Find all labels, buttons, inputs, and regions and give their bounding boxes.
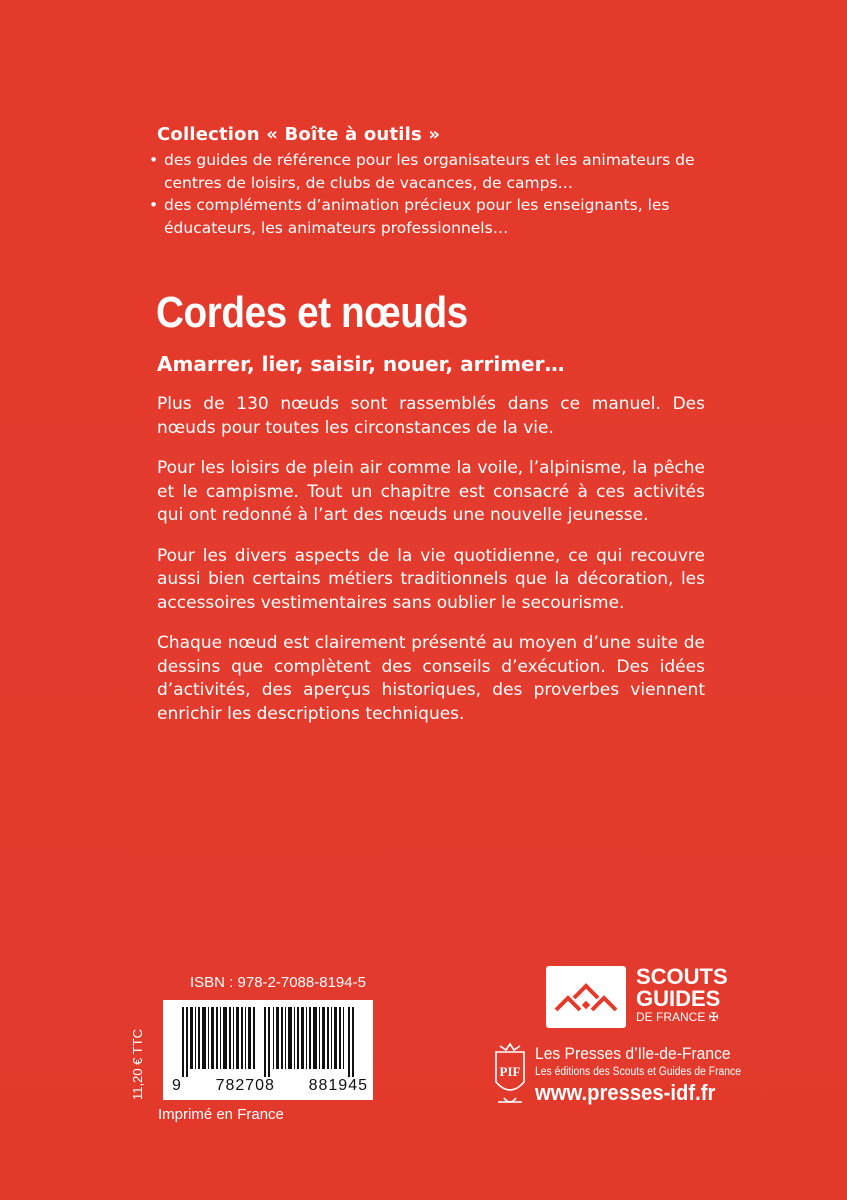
sgdf-line3: DE FRANCE ✠ — [636, 1010, 719, 1024]
collection-item-text: des compléments d’animation précieux pour les enseignants, les éducateurs, les animateurs professionnels… — [164, 196, 670, 237]
collection-block — [149, 124, 747, 239]
pidf-emblem-icon — [490, 1042, 530, 1110]
barcode-digit-group: 782708 — [215, 1077, 275, 1094]
isbn: ISBN : 978-2-7088-8194-5 — [190, 974, 366, 991]
scouts-guides-logo — [546, 966, 626, 1028]
collection-item — [148, 149, 747, 194]
barcode-bars — [174, 1007, 364, 1077]
book-title: Cordes et nœuds — [156, 288, 468, 337]
bullet: • — [149, 151, 159, 169]
description — [157, 393, 705, 743]
barcode-digit-group: 881945 — [308, 1077, 368, 1094]
collection-item — [148, 194, 747, 239]
publisher-name: Les Presses d’Ile-de-France — [535, 1044, 731, 1063]
printed-in: Imprimé en France — [158, 1106, 284, 1123]
pidf-emblem-text: PIF — [499, 1064, 521, 1079]
barcode-digits — [172, 1077, 368, 1095]
bullet: • — [149, 196, 159, 214]
collection-title: Collection « Boîte à outils » — [157, 124, 441, 145]
price: 11,20 € TTC — [130, 1028, 145, 1100]
description-paragraph: Chaque nœud est clairement présenté au moyen d’une suite de dessins que complètent des conseils d’exécution. Des idées d’activités, des aperçus historiques, des proverbes viennent enrichir les descriptions techniques. — [157, 633, 705, 724]
book-subtitle: Amarrer, lier, saisir, nouer, arrimer… — [157, 352, 565, 376]
publisher-url: www.presses-idf.fr — [535, 1080, 716, 1105]
collection-list — [149, 149, 747, 239]
collection-item-text: des guides de référence pour les organisateurs et les animateurs de centres de loisirs, de clubs de vacances, de camps… — [164, 151, 695, 192]
scouts-guides-wordmark — [636, 966, 728, 1024]
barcode — [163, 1000, 373, 1100]
barcode-digit-group: 9 — [172, 1077, 182, 1094]
description-paragraph: Plus de 130 nœuds sont rassemblés dans ce manuel. Des nœuds pour toutes les circonstances de la vie. — [157, 394, 705, 438]
scouts-guides-logo-icon — [546, 966, 626, 1028]
sgdf-line2: GUIDES — [636, 986, 721, 1011]
description-paragraph: Pour les loisirs de plein air comme la voile, l’alpinisme, la pêche et le campisme. Tout un chapitre est consacré à ces activités qui ont redonné à l’art des nœuds une nouvelle jeunesse. — [157, 458, 705, 525]
description-paragraph: Pour les divers aspects de la vie quotidienne, ce qui recouvre aussi bien certains métiers traditionnels que la décoration, les accessoires vestimentaires sans oublier le secourisme. — [157, 545, 705, 613]
publisher-tagline: Les éditions des Scouts et Guides de France — [535, 1066, 741, 1078]
sgdf-line1: SCOUTS — [636, 964, 728, 989]
